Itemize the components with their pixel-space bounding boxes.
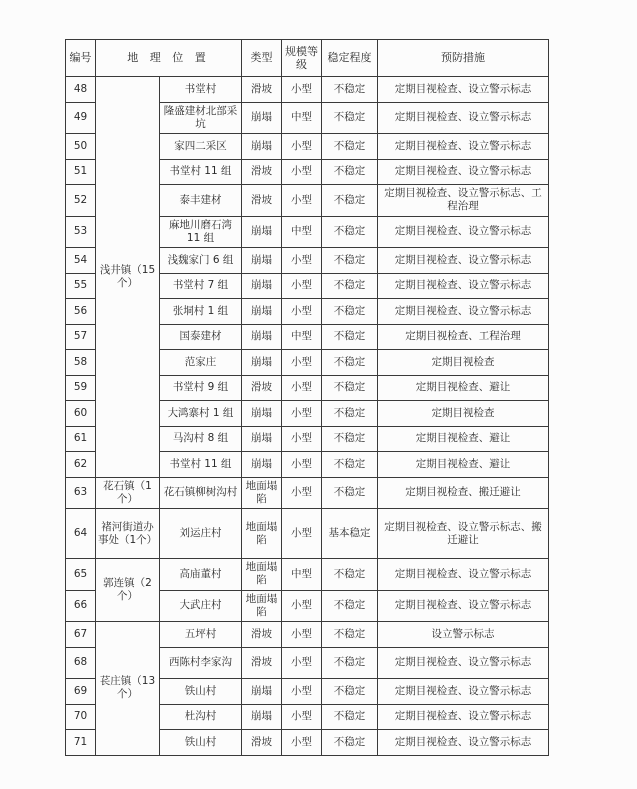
stability-cell: 基本稳定 [322,509,378,559]
village-cell: 麻地川磨石湾 11 组 [160,216,242,248]
row-number: 55 [66,273,96,299]
stability-cell: 不稳定 [322,426,378,452]
scale-cell: 小型 [282,375,322,401]
measures-cell: 定期目视检查、设立警示标志 [378,559,549,591]
town-group-qianjing: 浅井镇（15个） [96,77,160,478]
stability-cell: 不稳定 [322,647,378,679]
header-measures: 预防措施 [378,40,549,77]
village-cell: 大鸿寨村 1 组 [160,401,242,427]
type-cell: 崩塌 [242,216,282,248]
type-cell: 崩塌 [242,401,282,427]
measures-cell: 定期目视检查、设立警示标志 [378,647,549,679]
measures-cell: 定期目视检查、设立警示标志 [378,248,549,274]
village-cell: 泰丰建材 [160,185,242,217]
stability-cell: 不稳定 [322,559,378,591]
stability-cell: 不稳定 [322,452,378,478]
measures-cell: 定期目视检查、设立警示标志 [378,159,549,185]
measures-cell: 定期目视检查、设立警示标志 [378,679,549,705]
measures-cell: 定期目视检查、设立警示标志 [378,590,549,622]
stability-cell: 不稳定 [322,679,378,705]
measures-cell: 定期目视检查、避让 [378,426,549,452]
type-cell: 崩塌 [242,324,282,350]
scale-cell: 小型 [282,426,322,452]
type-cell: 地面塌陷 [242,590,282,622]
type-cell: 崩塌 [242,350,282,376]
measures-cell: 定期目视检查 [378,401,549,427]
type-cell: 滑坡 [242,77,282,103]
village-cell: 书堂村 9 组 [160,375,242,401]
village-cell: 杜沟村 [160,704,242,730]
stability-cell: 不稳定 [322,102,378,134]
scale-cell: 小型 [282,679,322,705]
stability-cell: 不稳定 [322,159,378,185]
measures-cell: 定期目视检查、设立警示标志、搬迁避让 [378,509,549,559]
village-cell: 家四二采区 [160,134,242,160]
measures-cell: 定期目视检查、设立警示标志 [378,134,549,160]
row-number: 49 [66,102,96,134]
row-number: 69 [66,679,96,705]
scale-cell: 小型 [282,159,322,185]
village-cell: 五坪村 [160,622,242,648]
type-cell: 地面塌陷 [242,477,282,509]
header-type: 类型 [242,40,282,77]
header-stability: 稳定程度 [322,40,378,77]
measures-cell: 定期目视检查、避让 [378,452,549,478]
measures-cell: 设立警示标志 [378,622,549,648]
measures-cell: 定期目视检查、设立警示标志 [378,216,549,248]
row-number: 48 [66,77,96,103]
scale-cell: 小型 [282,248,322,274]
type-cell: 滑坡 [242,185,282,217]
measures-cell: 定期目视检查、设立警示标志 [378,102,549,134]
type-cell: 滑坡 [242,622,282,648]
scale-cell: 中型 [282,324,322,350]
row-number: 56 [66,299,96,325]
type-cell: 滑坡 [242,375,282,401]
scale-cell: 小型 [282,134,322,160]
row-number: 71 [66,730,96,756]
measures-cell: 定期目视检查、设立警示标志 [378,704,549,730]
header-scale: 规模等级 [282,40,322,77]
measures-cell: 定期目视检查、工程治理 [378,324,549,350]
scale-cell: 小型 [282,185,322,217]
scale-cell: 小型 [282,477,322,509]
measures-cell: 定期目视检查、设立警示标志 [378,273,549,299]
stability-cell: 不稳定 [322,134,378,160]
scale-cell: 小型 [282,273,322,299]
village-cell: 高庙董村 [160,559,242,591]
row-number: 51 [66,159,96,185]
table-row [66,77,549,103]
table-row [66,559,549,591]
stability-cell: 不稳定 [322,248,378,274]
village-cell: 张垌村 1 组 [160,299,242,325]
scale-cell: 小型 [282,350,322,376]
type-cell: 崩塌 [242,102,282,134]
row-number: 70 [66,704,96,730]
measures-cell: 定期目视检查、设立警示标志、工程治理 [378,185,549,217]
village-cell: 书堂村 11 组 [160,452,242,478]
scale-cell: 小型 [282,452,322,478]
scale-cell: 小型 [282,590,322,622]
village-cell: 西陈村李家沟 [160,647,242,679]
stability-cell: 不稳定 [322,324,378,350]
row-number: 54 [66,248,96,274]
measures-cell: 定期目视检查、设立警示标志 [378,77,549,103]
row-number: 52 [66,185,96,217]
type-cell: 崩塌 [242,452,282,478]
row-number: 50 [66,134,96,160]
hazard-table [65,39,549,756]
type-cell: 崩塌 [242,248,282,274]
stability-cell: 不稳定 [322,350,378,376]
scale-cell: 小型 [282,299,322,325]
type-cell: 地面塌陷 [242,509,282,559]
stability-cell: 不稳定 [322,299,378,325]
row-number: 66 [66,590,96,622]
type-cell: 崩塌 [242,134,282,160]
row-number: 68 [66,647,96,679]
village-cell: 书堂村 7 组 [160,273,242,299]
stability-cell: 不稳定 [322,590,378,622]
type-cell: 崩塌 [242,273,282,299]
type-cell: 崩塌 [242,679,282,705]
town-group-guolian: 郭连镇（2个） [96,559,160,622]
measures-cell: 定期目视检查 [378,350,549,376]
village-cell: 浅魏家门 6 组 [160,248,242,274]
stability-cell: 不稳定 [322,622,378,648]
row-number: 58 [66,350,96,376]
scale-cell: 小型 [282,647,322,679]
table-row [66,509,549,559]
village-cell: 马沟村 8 组 [160,426,242,452]
village-cell: 铁山村 [160,679,242,705]
scale-cell: 小型 [282,704,322,730]
stability-cell: 不稳定 [322,273,378,299]
measures-cell: 定期目视检查、避让 [378,375,549,401]
scale-cell: 中型 [282,559,322,591]
stability-cell: 不稳定 [322,477,378,509]
stability-cell: 不稳定 [322,185,378,217]
scale-cell: 中型 [282,102,322,134]
stability-cell: 不稳定 [322,375,378,401]
village-cell: 范家庄 [160,350,242,376]
type-cell: 地面塌陷 [242,559,282,591]
table-row [66,622,549,648]
measures-cell: 定期目视检查、设立警示标志 [378,730,549,756]
stability-cell: 不稳定 [322,704,378,730]
scale-cell: 小型 [282,509,322,559]
header-no: 编号 [66,40,96,77]
row-number: 61 [66,426,96,452]
village-cell: 花石镇柳树沟村 [160,477,242,509]
row-number: 67 [66,622,96,648]
village-cell: 国泰建材 [160,324,242,350]
stability-cell: 不稳定 [322,401,378,427]
stability-cell: 不稳定 [322,730,378,756]
row-number: 59 [66,375,96,401]
scale-cell: 中型 [282,216,322,248]
village-cell: 大武庄村 [160,590,242,622]
town-group-huashi: 花石镇（1个） [96,477,160,509]
stability-cell: 不稳定 [322,216,378,248]
type-cell: 崩塌 [242,299,282,325]
village-cell: 书堂村 11 组 [160,159,242,185]
type-cell: 崩塌 [242,426,282,452]
type-cell: 滑坡 [242,159,282,185]
town-group-chuhe: 褚河街道办事处（1个） [96,509,160,559]
scale-cell: 小型 [282,730,322,756]
row-number: 63 [66,477,96,509]
village-cell: 刘运庄村 [160,509,242,559]
header-row [66,40,549,77]
row-number: 60 [66,401,96,427]
row-number: 53 [66,216,96,248]
header-location: 地 理 位 置 [96,40,242,77]
table-row [66,477,549,509]
village-cell: 隆盛建材北部采坑 [160,102,242,134]
scale-cell: 小型 [282,401,322,427]
town-group-dizhuang: 苌庄镇（13个） [96,622,160,756]
row-number: 65 [66,559,96,591]
row-number: 62 [66,452,96,478]
measures-cell: 定期目视检查、设立警示标志 [378,299,549,325]
row-number: 64 [66,509,96,559]
type-cell: 崩塌 [242,704,282,730]
row-number: 57 [66,324,96,350]
scale-cell: 小型 [282,622,322,648]
type-cell: 滑坡 [242,730,282,756]
measures-cell: 定期目视检查、搬迁避让 [378,477,549,509]
scale-cell: 小型 [282,77,322,103]
village-cell: 书堂村 [160,77,242,103]
village-cell: 铁山村 [160,730,242,756]
stability-cell: 不稳定 [322,77,378,103]
type-cell: 滑坡 [242,647,282,679]
